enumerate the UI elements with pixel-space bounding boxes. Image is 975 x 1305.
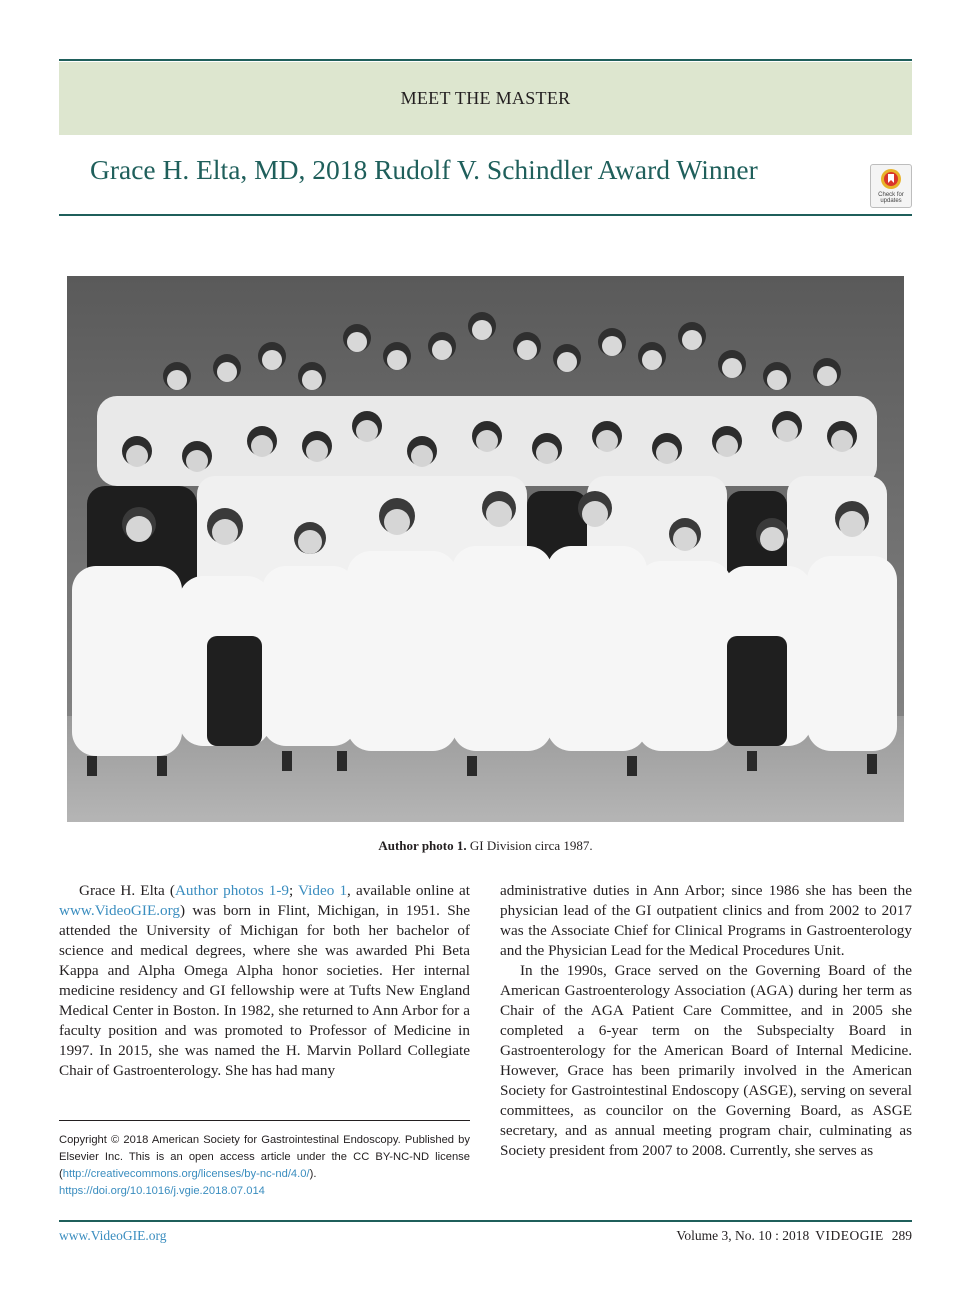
footnote-rule bbox=[59, 1120, 470, 1121]
check-for-updates-icon bbox=[880, 168, 902, 190]
footer-website-link[interactable]: www.VideoGIE.org bbox=[59, 1228, 167, 1243]
license-link[interactable]: http://creativecommons.org/licenses/by-nc-nd/4.0/ bbox=[62, 1168, 310, 1180]
check-for-updates-badge[interactable] bbox=[870, 164, 912, 208]
doi-link[interactable]: https://doi.org/10.1016/j.vgie.2018.07.014 bbox=[59, 1185, 265, 1197]
footer-page-number: 289 bbox=[891, 1228, 912, 1243]
section-banner bbox=[59, 62, 912, 135]
body-column-right bbox=[500, 881, 912, 1161]
bottom-rule bbox=[59, 1220, 912, 1222]
footer-volume: Volume 3, No. 10 : 2018 bbox=[676, 1228, 810, 1243]
group-photo bbox=[67, 276, 904, 822]
body-paragraph: administrative duties in Ann Arbor; since 1986 she has been the physician lead of the GI outpatient clinics and from 2002 to 2017 was the Associate Chief for Clinical Programs in Gastroenterology and the Physician Lead for the Medical Procedures Unit. bbox=[500, 882, 912, 959]
body-column-left bbox=[59, 881, 470, 1081]
figure-caption bbox=[59, 838, 912, 854]
footer-journal: VIDEOGIE bbox=[815, 1228, 884, 1243]
caption-label: Author photo 1. bbox=[378, 838, 467, 853]
title-rule bbox=[59, 214, 912, 216]
caption-text: GI Division circa 1987. bbox=[469, 838, 593, 853]
body-paragraph: In the 1990s, Grace served on the Governing Board of the American Gastroenterology Association (AGA) during her term as Chair of the AGA Patient Care Committee, and in 2005 she completed a 6-year term on the Subspecialty Board in Gastroenterology for the American Board of Internal Medicine. However, Grace has been primarily involved in the American Society for Gastrointestinal Endoscopy (ASGE), serving on several committees, as councilor on the Governing Board, as ASGE secretary, and as annual meeting program chair, culminating as Society president from 2007 to 2008. Currently, she serves as bbox=[500, 962, 912, 1159]
body-text: ) was born in Flint, Michigan, in 1951. She attended the University of Michigan for both her bachelor of science and medical degrees, where she was awarded Phi Beta Kappa and Alpha Omega Alpha honor societies. Her internal medicine residency and GI fellowship were at Tufts New England Medical Center in Boston. In 1982, she returned to Ann Arbor for a faculty position and was promoted to Professor of Medicine in 1997. In 2015, she was named the H. Marvin Pollard Collegiate Chair of Gastroenterology. She has had many bbox=[59, 902, 470, 1079]
section-label: MEET THE MASTER bbox=[400, 88, 571, 108]
footnote-text: Copyright © 2018 American Society for Gastrointestinal Endoscopy. Published by Elsevier Inc. This is an open access article under the CC BY-NC-ND license ( bbox=[59, 1134, 470, 1180]
author-photos-link[interactable]: Author photos 1-9 bbox=[174, 882, 290, 899]
copyright-footnote bbox=[59, 1132, 470, 1200]
video-link[interactable]: Video 1 bbox=[298, 882, 348, 899]
website-link[interactable]: www.VideoGIE.org bbox=[59, 902, 180, 919]
body-paragraph bbox=[59, 881, 470, 1081]
badge-label: Check for updates bbox=[878, 192, 904, 204]
body-text: Grace H. Elta ( bbox=[79, 882, 175, 899]
body-text: , available online at bbox=[347, 882, 470, 899]
top-rule bbox=[59, 59, 912, 61]
footnote-text: ). bbox=[309, 1168, 317, 1180]
article-title: Grace H. Elta, MD, 2018 Rudolf V. Schindler Award Winner bbox=[90, 154, 758, 185]
footer-issue-info bbox=[676, 1228, 912, 1244]
body-text: ; bbox=[289, 882, 299, 899]
